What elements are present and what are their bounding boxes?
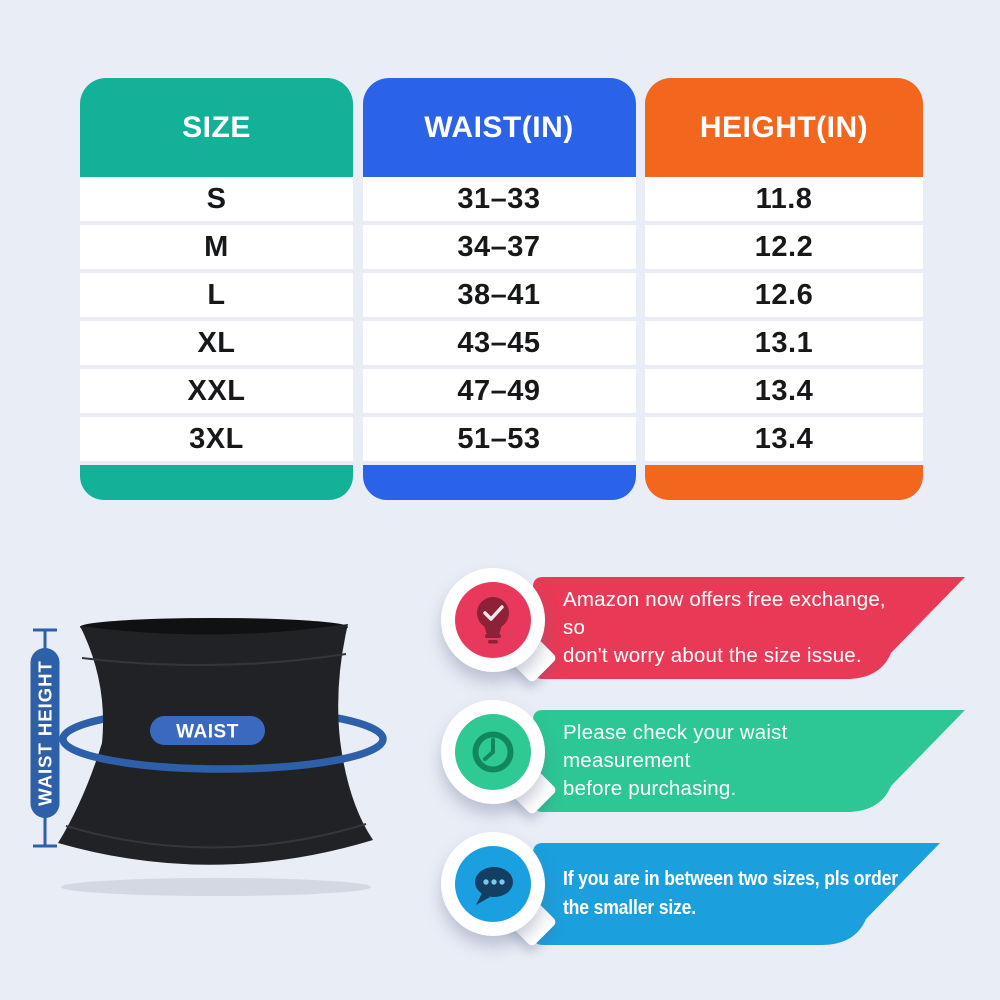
- table-cell: XXL: [80, 369, 353, 417]
- exchange-badge: [428, 556, 562, 690]
- table-cell: 47–49: [363, 369, 636, 417]
- table-cell: 31–33: [363, 177, 636, 225]
- between-sizes-badge: [428, 820, 562, 954]
- size-column-header: SIZE: [80, 78, 353, 177]
- callout-exchange: [533, 577, 973, 679]
- table-cell: XL: [80, 321, 353, 369]
- table-cell: 13.4: [645, 417, 923, 465]
- callout-between-sizes: [533, 843, 973, 945]
- measure-badge: [428, 688, 562, 822]
- chat-dots-icon: [455, 846, 531, 922]
- table-cell: 12.2: [645, 225, 923, 273]
- table-cell: 11.8: [645, 177, 923, 225]
- height-column-header: HEIGHT(IN): [645, 78, 923, 177]
- table-cell: 12.6: [645, 273, 923, 321]
- lightbulb-check-icon: [455, 582, 531, 658]
- waist-label: WAIST: [176, 721, 239, 743]
- height-column-footer: [645, 465, 923, 500]
- callout-measure-text: Please check your waist measurement before purchasing.: [563, 721, 788, 800]
- table-cell: L: [80, 273, 353, 321]
- height-column: [645, 78, 923, 500]
- table-cell: 51–53: [363, 417, 636, 465]
- ground-shadow: [61, 878, 371, 896]
- waist-height-label: WAIST HEIGHT: [34, 660, 56, 806]
- waist-column: [363, 78, 636, 500]
- table-cell: 38–41: [363, 273, 636, 321]
- table-cell: 34–37: [363, 225, 636, 273]
- callout-between-sizes-text: If you are in between two sizes, pls order the smaller size.: [563, 868, 898, 919]
- table-cell: 13.4: [645, 369, 923, 417]
- waist-column-header: WAIST(IN): [363, 78, 636, 177]
- size-column-footer: [80, 465, 353, 500]
- callout-exchange-text: Amazon now offers free exchange, so don't worry about the size issue.: [563, 588, 886, 667]
- size-table: [80, 78, 923, 500]
- table-cell: 3XL: [80, 417, 353, 465]
- waist-height-capsule: [31, 648, 60, 818]
- waist-column-footer: [363, 465, 636, 500]
- table-cell: S: [80, 177, 353, 225]
- size-column: [80, 78, 353, 500]
- callout-measure: [533, 710, 973, 812]
- waist-trainer-illustration: [20, 588, 440, 918]
- table-cell: M: [80, 225, 353, 273]
- table-cell: 13.1: [645, 321, 923, 369]
- table-cell: 43–45: [363, 321, 636, 369]
- clock-icon: [455, 714, 531, 790]
- waist-label-pill: [150, 716, 265, 745]
